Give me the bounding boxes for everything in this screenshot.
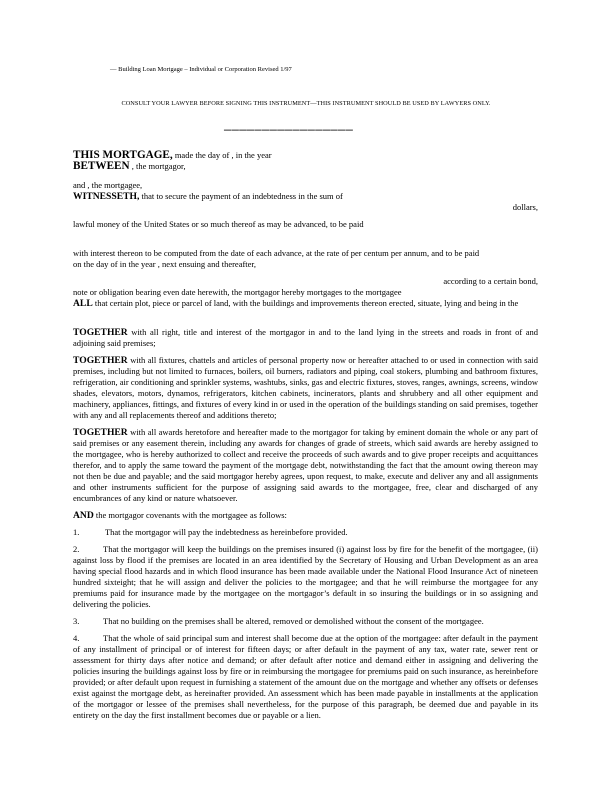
covenant-item xyxy=(73,633,538,721)
covenant-number: 1. xyxy=(73,527,80,537)
covenant-text: That the mortgagor will keep the buildings on the premises insured (i) against loss by fire for the benefit of the mortgagee, (ii) against loss by flood if the premises are located in an area identified by the Secretary of Housing and Urban Development as an area having special flood hazards and in which flood insurance has been made available under the National Flood Insurance Act of nineteen hundred sixteight; that he will assign and deliver the policies to the mortgagee; and that he will reimburse the mortgagee for any premiums paid for insurance made by the mortgagee on the mortgagor’s default in so insuring the buildings or in so assigning and delivering the policies. xyxy=(73,544,538,609)
consult-lawyer-notice: CONSULT YOUR LAWYER BEFORE SIGNING THIS INSTRUMENT—THIS INSTRUMENT SHOULD BE USED BY LAWYERS ONLY. xyxy=(121,100,491,107)
all-text: that certain plot, piece or parcel of land, with the buildings and improvements thereon erected, situate, lying and being in the xyxy=(92,298,519,308)
mortgage-heading: THIS MORTGAGE, xyxy=(73,149,173,161)
covenant-text: That the whole of said principal sum and interest shall become due at the option of the mortgagee: after default in the payment of any installment of principal or of interest for fifteen days; or after default in the payment of any tax, water rate, sewer rent or assessment for thirty days after notice and demand; or after default after notice and demand either in assigning and delivering the policies insuring the buildings against loss by fire or in reimbursing the mortgagee for premiums paid on such insurance, as hereinbefore provided; or after default upon request in furnishing a statement of the amount due on the mortgage and whether any offsets or defenses exist against the mortgage debt, as hereinafter provided. An assessment which has been made payable in installments at the application of the mortgagor or lessee of the premises shall nevertheless, for the purpose of this paragraph, be deemed due and payable in its entirety on the day the first installment becomes due or payable or a lien. xyxy=(73,633,538,720)
covenant-item xyxy=(73,616,538,627)
mortgagee-line: and , the mortgagee, xyxy=(73,180,143,190)
covenant-item xyxy=(73,527,538,538)
covenants-intro-text: the mortgagor covenants with the mortgagee as follows: xyxy=(93,510,287,520)
covenant-text: That the mortgagor will pay the indebtedness as hereinbefore provided. xyxy=(103,527,348,537)
dollars-label: dollars, xyxy=(512,202,538,212)
all-paragraph xyxy=(73,298,538,309)
covenant-item xyxy=(73,544,538,610)
covenant-text: That no building on the premises shall be altered, removed or demolished without the consent of the mortgagee. xyxy=(103,616,484,626)
mortgage-text: made the day of , in the year xyxy=(172,150,272,160)
note-line: note or obligation bearing even date herewith, the mortgagor hereby mortgages to the mortgagee xyxy=(73,287,402,297)
interest-line-2: on the day of in the year , next ensuing and thereafter, xyxy=(73,259,257,269)
mortgage-line xyxy=(73,150,538,161)
and-heading: AND xyxy=(73,510,94,521)
together-text: with all right, title and interest of the mortgagor in and to the land lying in the streets and roads in front of and adjoining said premises; xyxy=(73,327,538,348)
together-paragraph xyxy=(73,327,538,349)
witnesseth-heading: WITNESSETH, xyxy=(73,191,140,202)
covenant-number: 3. xyxy=(73,616,80,626)
together-text: with all fixtures, chattels and articles of personal property now or hereafter attached to or used in connection with said premises, including but not limited to furnaces, boilers, oil burners, radiators and piping, coal stokers, plumbing and bathroom fixtures, refrigeration, air conditioning and sprinkler systems, washtubs, sinks, gas and electric fixtures, stoves, ranges, awnings, screens, window shades, elevators, motors, dynamos, refrigerators, kitchen cabinets, incinerators, plants and shrubbery and all other equipment and machinery, appliances, fittings, and fixtures of every kind in or used in the operation of the buildings standing on said premises, together with any and all replacements thereof and additions thereto; xyxy=(73,355,538,420)
covenant-number: 2. xyxy=(73,544,80,554)
between-line xyxy=(73,161,538,172)
according-line: according to a certain bond, xyxy=(443,276,538,286)
witnesseth-line xyxy=(73,191,538,202)
all-heading: ALL xyxy=(73,298,93,309)
together-text: with all awards heretofore and hereafter made to the mortgagor for taking by eminent domain the whole or any part of said premises or any easement therein, including any awards for changes of grade of streets, which said awards are hereby assigned to the mortgagee, who is hereby authorized to collect and receive the proceeds of such awards and to give proper receipts and acquittances therefor, and to apply the same toward the payment of the mortgage debt, notwithstanding the fact that the amount owing thereon may not then be due and payable; and the said mortgagor hereby agrees, upon request, to make, execute and deliver any and all assignments and other instruments sufficient for the purpose of assigning said awards to the mortgagee, free, clear and discharged of any encumbrances of any kind or nature whatsoever. xyxy=(73,427,538,503)
witnesseth-text: that to secure the payment of an indebtedness in the sum of xyxy=(139,191,343,201)
covenant-number: 4. xyxy=(73,633,80,643)
covenants-intro xyxy=(73,510,538,521)
together-paragraph xyxy=(73,355,538,421)
between-text: , the mortgagor, xyxy=(129,161,186,171)
form-identifier: — Building Loan Mortgage – Individual or Corporation Revised 1/97 xyxy=(110,66,292,73)
between-heading: BETWEEN xyxy=(73,160,130,172)
separator-rule: ————————————————— xyxy=(224,123,354,137)
together-heading: TOGETHER xyxy=(73,355,128,366)
document-body xyxy=(73,150,538,721)
together-heading: TOGETHER xyxy=(73,427,128,438)
lawful-money-line: lawful money of the United States or so much thereof as may be advanced, to be paid xyxy=(73,219,364,229)
interest-line-1: with interest thereon to be computed from the date of each advance, at the rate of per centum per annum, and to be paid xyxy=(73,248,480,258)
together-heading: TOGETHER xyxy=(73,327,128,338)
together-paragraph xyxy=(73,427,538,504)
